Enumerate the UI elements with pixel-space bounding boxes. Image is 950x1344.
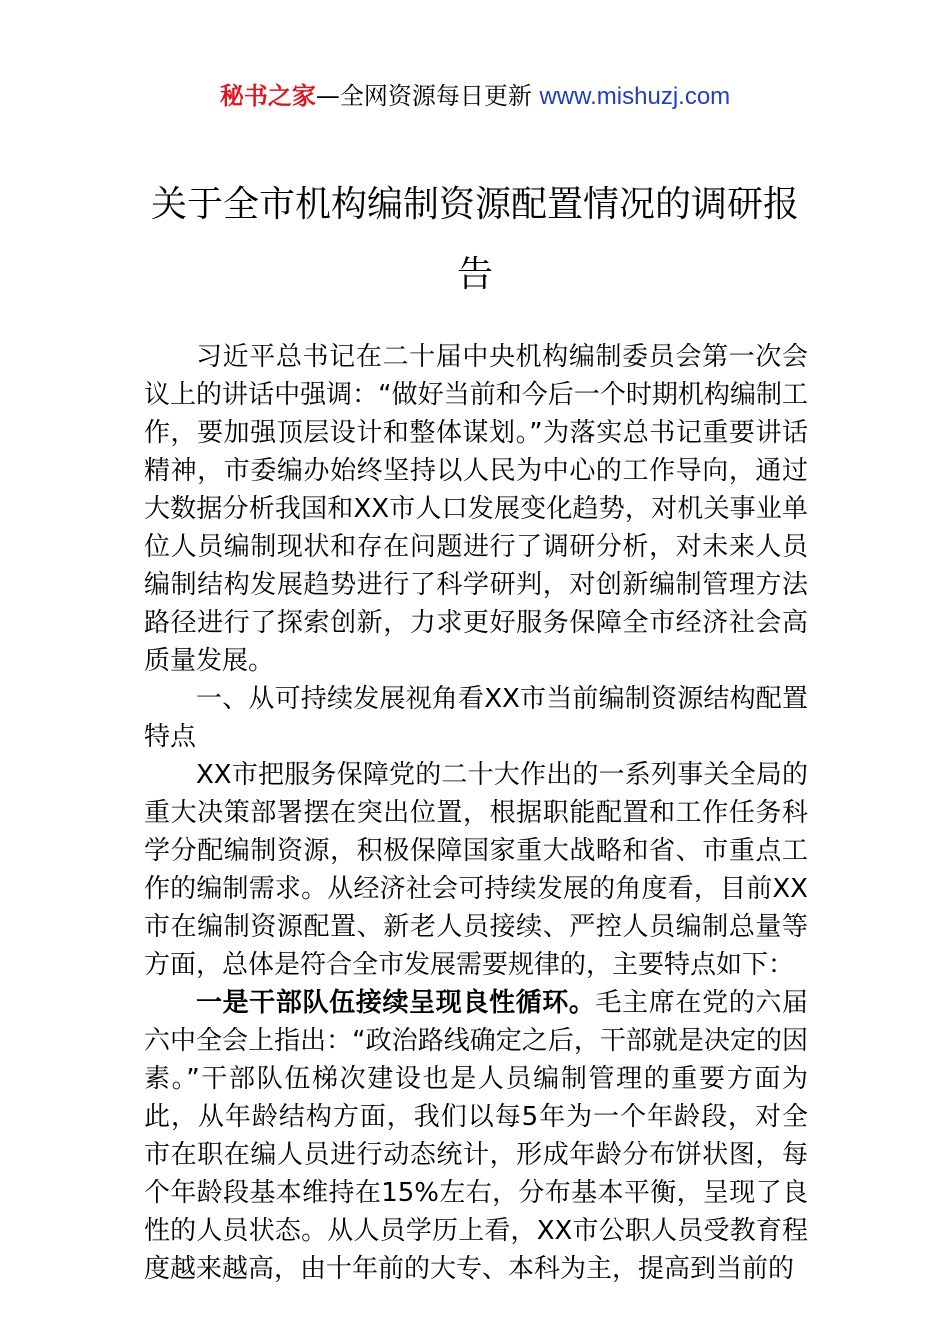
document-title: 关于全市机构编制资源配置情况的调研报告 — [150, 184, 799, 295]
paragraph-text: 毛主席在党的六届六中全会上指出：“政治路线确定之后，干部就是决定的因素。”干部队伍梯次建设也是人员编制管理的重要方面为此，从年龄结构方面，我们以每5年为一个年龄段，对全市在职在编人员进行动态统计，形成年龄分布饼状图，每个年龄段基本维持在15%左右，分布基本平衡，呈现了良性的人员状态。从人员学历上看，XX市公职人员受教育程度越来越高，由十年前的大专、本科为主，提高到当前的 — [144, 988, 808, 1284]
paragraph-text: 习近平总书记在二十届中央机构编制委员会第一次会议上的讲话中强调：“做好当前和今后一个时期机构编制工作，要加强顶层设计和整体谋划。”为落实总书记重要讲话精神，市委编办始终坚持以人民为中心的工作导向，通过大数据分析我国和XX市人口发展变化趋势，对机关事业单位人员编制现状和存在问题进行了调研分析，对未来人员编制结构发展趋势进行了科学研判，对创新编制管理方法路径进行了探索创新，力求更好服务保障全市经济社会高质量发展。 — [144, 342, 808, 676]
brand-name: 秘书之家 — [219, 82, 316, 110]
paragraph-intro — [144, 338, 808, 680]
section-heading — [144, 680, 808, 756]
paragraph-section-intro — [144, 756, 808, 984]
site-tagline: —全网资源每日更新 — [315, 82, 540, 110]
section-heading-text: 一、从可持续发展视角看XX市当前编制资源结构配置特点 — [144, 684, 808, 752]
paragraph-text: XX市把服务保障党的二十大作出的一系列事关全局的重大决策部署摆在突出位置，根据职能配置和工作任务科学分配编制资源，积极保障国家重大战略和省、市重点工作的编制需求。从经济社会可持续发展的角度看，目前XX市在编制资源配置、新老人员接续、严控人员编制总量等方面，总体是符合全市发展需要规律的，主要特点如下： — [144, 760, 808, 980]
paragraph-lead: 一是干部队伍接续呈现良性循环。 — [196, 988, 596, 1018]
site-url-link[interactable]: www.mishuzj.com — [539, 83, 731, 110]
site-header — [0, 78, 950, 115]
document-body — [144, 338, 808, 1288]
paragraph-point-one — [144, 984, 808, 1288]
